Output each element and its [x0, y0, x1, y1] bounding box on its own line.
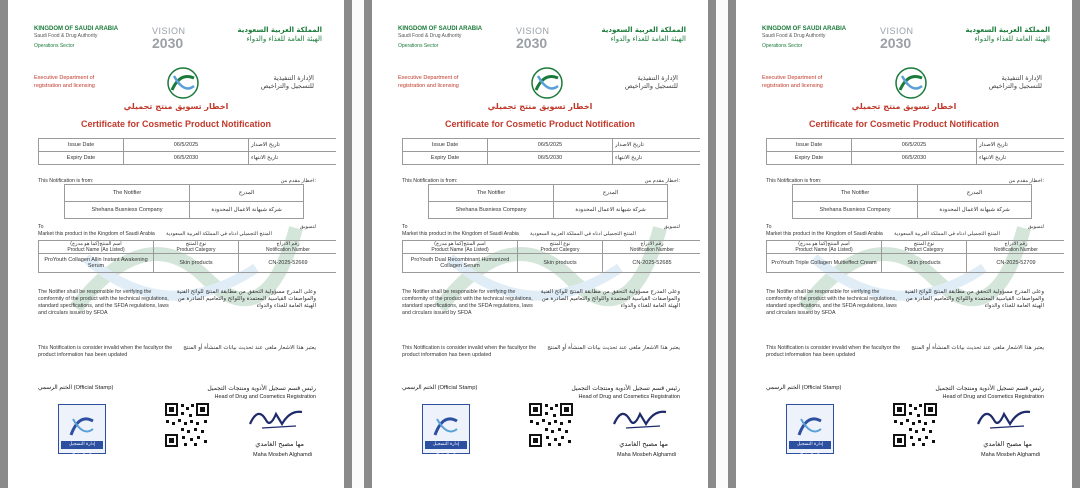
head-title-en: Head of Drug and Cosmetics Registration	[214, 394, 316, 400]
notifier-company-ar: شركة شيهانة الاعمال المحدودة	[554, 202, 668, 219]
signatory-name-en: Maha Mosbeh Alghamdi	[252, 452, 312, 458]
signatory-name-en: Maha Mosbeh Alghamdi	[616, 452, 676, 458]
header-english	[762, 26, 846, 49]
header-arabic: المملكة العربية السعودية الهيئة العامة للغذاء والدواء	[601, 26, 686, 43]
title-arabic: اخطار تسويق منتج تجميلي	[123, 102, 229, 111]
expiry-date: 06/5/2030	[124, 152, 249, 165]
product-category: Skin products	[518, 254, 603, 273]
authority-name: Saudi Food & Drug Authority	[398, 33, 462, 39]
certificate-page: KINGDOM OF SAUDI ARABIA Saudi Food & Drug Authority Operations Sector VISION 2030 المملكة العربية السعودية الهيئة العامة للغذاء والدواء Executive Department of registration and licensing الإدارة التنفيذية للتسجيل والتراخيص اخطار تسويق منتج تجميلي Certificate for Cosmetic Product Notification Issue Date 06/5/2025 تاريخ الاصدار Expiry Date 06/5/2030 تاريخ الانتهاء This Notification is from: اخطار مقدم من: The Notifier المدرج Shehana Busniess Company شركة شيهانة الاعمال المحدودة To لتسويق Market this product in the Kingdom of Saudi Arabia المنتج التجميلي ادناه في المملكة العربية السعودية اسم المنتج(كما هو مدرج) Product Name (As Listed) نوع المنتج Product Category رقم الادراج Notification Number ProYouth Triple Collagen Multieffect Cream Skin products CN-2025-52709 The Notifier shall be responsible for verifying the comformity of the product with the technical regulations, standard specifications, and the SFDA regulations, laws and circulars issued by SFDA وعلى المدرج مسؤولية التحقق من مطابقة المنتج للوائح الفنية والمواصفات القياسية المعتمدة واللوائح والتعاميم الصادرة من الهيئة العامة للغذاء والدواء This Notification is consider invalid when the facultyor the product information has been updated يعتبر هذا الاشعار ملغى عند تحديث بيانات المنشأة أو المنتج الختم الرسمي (Official Stamp) رئيس قسم تسجيل الأدوية ومنتجات التجميل Head of Drug and Cosmetics Registration إدارة التسجيل والتراخيص مها مصبح الغامدي Maha Mosbeh Alghamdi	[744, 8, 1064, 484]
title-english: Certificate for Cosmetic Product Notification	[808, 119, 1000, 129]
title-arabic: اخطار تسويق منتج تجميلي	[851, 102, 957, 111]
kingdom-name: KINGDOM OF SAUDI ARABIA	[762, 26, 847, 32]
sector-name: Operations Sector	[34, 43, 75, 49]
department-english: Executive Department of registration and licensing	[398, 75, 459, 89]
responsibility-ar: وعلى المدرج مسؤولية التحقق من مطابقة المنتج للوائح الفنية والمواصفات القياسية المعتمدة واللوائح والتعاميم الصادرة من الهيئة العامة للغذاء والدواء	[540, 289, 680, 309]
signature-icon	[246, 402, 306, 432]
stamp-label: الختم الرسمي (Official Stamp)	[766, 385, 842, 391]
sfda-logo-icon	[166, 66, 200, 100]
responsibility-en: The Notifier shall be responsible for verifying the comformity of the product with the technical regulations, standard specifications, and the SFDA regulations, laws and circulars issued by SFDA	[402, 289, 533, 316]
notifier-company-ar: شركة شيهانة الاعمال المحدودة	[918, 202, 1032, 219]
official-stamp-icon: إدارة التسجيل والتراخيص	[58, 404, 106, 454]
department-arabic: الإدارة التنفيذية للتسجيل والتراخيص	[260, 74, 314, 90]
product-category: Skin products	[154, 254, 239, 273]
notifier-table: The Notifier المدرج Shehana Busniess Company شركة شيهانة الاعمال المحدودة	[792, 184, 1032, 219]
authority-name: Saudi Food & Drug Authority	[762, 33, 826, 39]
head-title-ar: رئيس قسم تسجيل الأدوية ومنتجات التجميل	[935, 385, 1044, 392]
invalid-ar: يعتبر هذا الاشعار ملغى عند تحديث بيانات المنشأة أو المنتج	[183, 345, 316, 351]
title-english: Certificate for Cosmetic Product Notification	[444, 119, 636, 129]
stamp-label: الختم الرسمي (Official Stamp)	[402, 385, 478, 391]
notifier-table: The Notifier المدرج Shehana Busniess Company شركة شيهانة الاعمال المحدودة	[64, 184, 304, 219]
certificate-sheet-3	[728, 0, 1080, 488]
department-arabic: الإدارة التنفيذية للتسجيل والتراخيص	[624, 74, 678, 90]
product-name: ProYouth Dual Recombinant Humanized Collagen Serum	[403, 254, 518, 273]
head-title-en: Head of Drug and Cosmetics Registration	[578, 394, 680, 400]
sector-name: Operations Sector	[398, 43, 439, 49]
header-english	[34, 26, 118, 49]
invalid-ar: يعتبر هذا الاشعار ملغى عند تحديث بيانات المنشأة أو المنتج	[547, 345, 680, 351]
notifier-table: The Notifier المدرج Shehana Busniess Company شركة شيهانة الاعمال المحدودة	[428, 184, 668, 219]
notifier-company-en: Shehana Busniess Company	[65, 202, 190, 219]
header-arabic: المملكة العربية السعودية الهيئة العامة للغذاء والدواء	[237, 26, 322, 43]
product-name: ProYouth Triple Collagen Multieffect Cream	[767, 254, 882, 273]
authority-name: Saudi Food & Drug Authority	[34, 33, 98, 39]
signatory-name-ar: مها مصبح الغامدي	[983, 440, 1032, 448]
signatory-name-en: Maha Mosbeh Alghamdi	[980, 452, 1040, 458]
department-english: Executive Department of registration and licensing	[762, 75, 823, 89]
notifier-company-en: Shehana Busniess Company	[793, 202, 918, 219]
certificate-sheet-1	[0, 0, 352, 488]
responsibility-ar: وعلى المدرج مسؤولية التحقق من مطابقة المنتج للوائح الفنية والمواصفات القياسية المعتمدة واللوائح والتعاميم الصادرة من الهيئة العامة للغذاء والدواء	[176, 289, 316, 309]
header-english	[398, 26, 482, 49]
product-name: ProYouth Collagen Allin Instant Awakening Serum	[39, 254, 154, 273]
title-english: Certificate for Cosmetic Product Notification	[80, 119, 272, 129]
invalid-en: This Notification is consider invalid when the facultyor the product information has been updated	[766, 345, 901, 358]
signatory-name-ar: مها مصبح الغامدي	[619, 440, 668, 448]
issue-date: 06/5/2025	[124, 139, 249, 152]
sfda-logo-icon	[530, 66, 564, 100]
product-category: Skin products	[882, 254, 967, 273]
department-arabic: الإدارة التنفيذية للتسجيل والتراخيص	[988, 74, 1042, 90]
invalid-en: This Notification is consider invalid when the facultyor the product information has been updated	[38, 345, 173, 358]
signature-icon	[974, 402, 1034, 432]
notifier-company-ar: شركة شيهانة الاعمال المحدودة	[190, 202, 304, 219]
dates-table: Issue Date 06/5/2025 تاريخ الاصدار Expiry Date 06/5/2030 تاريخ الانتهاء	[766, 138, 1064, 165]
responsibility-en: The Notifier shall be responsible for verifying the comformity of the product with the technical regulations, standard specifications, and the SFDA regulations, laws and circulars issued by SFDA	[766, 289, 897, 316]
header-arabic: المملكة العربية السعودية الهيئة العامة للغذاء والدواء	[965, 26, 1050, 43]
vision-2030-logo: VISION 2030	[152, 26, 186, 51]
head-title-ar: رئيس قسم تسجيل الأدوية ومنتجات التجميل	[207, 385, 316, 392]
certificate-page: KINGDOM OF SAUDI ARABIA Saudi Food & Drug Authority Operations Sector VISION 2030 المملكة العربية السعودية الهيئة العامة للغذاء والدواء Executive Department of registration and licensing الإدارة التنفيذية للتسجيل والتراخيص اخطار تسويق منتج تجميلي Certificate for Cosmetic Product Notification Issue Date 06/5/2025 تاريخ الاصدار Expiry Date 06/5/2030 تاريخ الانتهاء This Notification is from: اخطار مقدم من: The Notifier المدرج Shehana Busniess Company شركة شيهانة الاعمال المحدودة To لتسويق Market this product in the Kingdom of Saudi Arabia المنتج التجميلي ادناه في المملكة العربية السعودية اسم المنتج(كما هو مدرج) Product Name (As Listed) نوع المنتج Product Category رقم الادراج Notification Number ProYouth Collagen Allin Instant Awakening Serum Skin products CN-2025-52669 The Notifier shall be responsible for verifying the comformity of the product with the technical regulations, standard specifications, and the SFDA regulations, laws and circulars issued by SFDA وعلى المدرج مسؤولية التحقق من مطابقة المنتج للوائح الفنية والمواصفات القياسية المعتمدة واللوائح والتعاميم الصادرة من الهيئة العامة للغذاء والدواء This Notification is consider invalid when the facultyor the product information has been updated يعتبر هذا الاشعار ملغى عند تحديث بيانات المنشأة أو المنتج الختم الرسمي (Official Stamp) رئيس قسم تسجيل الأدوية ومنتجات التجميل Head of Drug and Cosmetics Registration إدارة التسجيل والتراخيص مها مصبح الغامدي Maha Mosbeh Alghamdi	[16, 8, 336, 484]
signatory-name-ar: مها مصبح الغامدي	[255, 440, 304, 448]
certificate-sheet-2	[364, 0, 716, 488]
title-arabic: اخطار تسويق منتج تجميلي	[487, 102, 593, 111]
signature-icon	[610, 402, 670, 432]
kingdom-name: KINGDOM OF SAUDI ARABIA	[34, 26, 119, 32]
notification-number: CN-2025-52709	[967, 254, 1065, 273]
invalid-ar: يعتبر هذا الاشعار ملغى عند تحديث بيانات المنشأة أو المنتج	[911, 345, 1044, 351]
qr-code-icon	[164, 402, 210, 448]
product-table: اسم المنتج(كما هو مدرج) Product Name (As Listed) نوع المنتج Product Category رقم الادراج Notification Number ProYouth Collagen Allin Instant Awakening Serum Skin products CN-2025-52669	[38, 240, 336, 273]
official-stamp-icon: إدارة التسجيل والتراخيص	[786, 404, 834, 454]
head-title-ar: رئيس قسم تسجيل الأدوية ومنتجات التجميل	[571, 385, 680, 392]
responsibility-ar: وعلى المدرج مسؤولية التحقق من مطابقة المنتج للوائح الفنية والمواصفات القياسية المعتمدة واللوائح والتعاميم الصادرة من الهيئة العامة للغذاء والدواء	[904, 289, 1044, 309]
product-table: اسم المنتج(كما هو مدرج) Product Name (As Listed) نوع المنتج Product Category رقم الادراج Notification Number ProYouth Triple Collagen Multieffect Cream Skin products CN-2025-52709	[766, 240, 1064, 273]
sfda-logo-icon	[894, 66, 928, 100]
dates-table: Issue Date 06/5/2025 تاريخ الاصدار Expiry Date 06/5/2030 تاريخ الانتهاء	[402, 138, 700, 165]
notification-number: CN-2025-52685	[603, 254, 701, 273]
official-stamp-icon: إدارة التسجيل والتراخيص	[422, 404, 470, 454]
dates-table: Issue Date 06/5/2025 تاريخ الاصدار Expiry Date 06/5/2030 تاريخ الانتهاء	[38, 138, 336, 165]
invalid-en: This Notification is consider invalid when the facultyor the product information has been updated	[402, 345, 537, 358]
certificate-page: KINGDOM OF SAUDI ARABIA Saudi Food & Drug Authority Operations Sector VISION 2030 المملكة العربية السعودية الهيئة العامة للغذاء والدواء Executive Department of registration and licensing الإدارة التنفيذية للتسجيل والتراخيص اخطار تسويق منتج تجميلي Certificate for Cosmetic Product Notification Issue Date 06/5/2025 تاريخ الاصدار Expiry Date 06/5/2030 تاريخ الانتهاء This Notification is from: اخطار مقدم من: The Notifier المدرج Shehana Busniess Company شركة شيهانة الاعمال المحدودة To لتسويق Market this product in the Kingdom of Saudi Arabia المنتج التجميلي ادناه في المملكة العربية السعودية اسم المنتج(كما هو مدرج) Product Name (As Listed) نوع المنتج Product Category رقم الادراج Notification Number ProYouth Dual Recombinant Humanized Collagen Serum Skin products CN-2025-52685 The Notifier shall be responsible for verifying the comformity of the product with the technical regulations, standard specifications, and the SFDA regulations, laws and circulars issued by SFDA وعلى المدرج مسؤولية التحقق من مطابقة المنتج للوائح الفنية والمواصفات القياسية المعتمدة واللوائح والتعاميم الصادرة من الهيئة العامة للغذاء والدواء This Notification is consider invalid when the facultyor the product information has been updated يعتبر هذا الاشعار ملغى عند تحديث بيانات المنشأة أو المنتج الختم الرسمي (Official Stamp) رئيس قسم تسجيل الأدوية ومنتجات التجميل Head of Drug and Cosmetics Registration إدارة التسجيل والتراخيص مها مصبح الغامدي Maha Mosbeh Alghamdi	[380, 8, 700, 484]
department-english: Executive Department of registration and licensing	[34, 75, 95, 89]
stamp-label: الختم الرسمي (Official Stamp)	[38, 385, 114, 391]
head-title-en: Head of Drug and Cosmetics Registration	[942, 394, 1044, 400]
issue-date: 06/5/2025	[852, 139, 977, 152]
qr-code-icon	[892, 402, 938, 448]
notification-number: CN-2025-52669	[239, 254, 337, 273]
expiry-date: 06/5/2030	[852, 152, 977, 165]
qr-code-icon	[528, 402, 574, 448]
vision-2030-logo: VISION 2030	[516, 26, 550, 51]
expiry-date: 06/5/2030	[488, 152, 613, 165]
kingdom-name: KINGDOM OF SAUDI ARABIA	[398, 26, 483, 32]
sector-name: Operations Sector	[762, 43, 803, 49]
notifier-company-en: Shehana Busniess Company	[429, 202, 554, 219]
vision-2030-logo: VISION 2030	[880, 26, 914, 51]
responsibility-en: The Notifier shall be responsible for verifying the comformity of the product with the technical regulations, standard specifications, and the SFDA regulations, laws and circulars issued by SFDA	[38, 289, 169, 316]
issue-date: 06/5/2025	[488, 139, 613, 152]
product-table: اسم المنتج(كما هو مدرج) Product Name (As Listed) نوع المنتج Product Category رقم الادراج Notification Number ProYouth Dual Recombinant Humanized Collagen Serum Skin products CN-2025-52685	[402, 240, 700, 273]
